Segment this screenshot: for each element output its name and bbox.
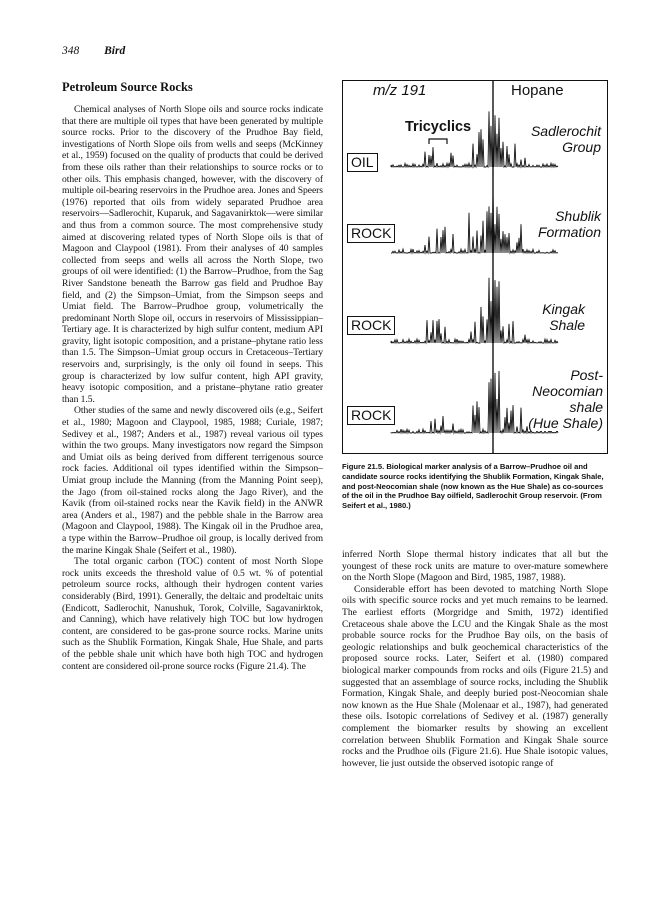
label-sadlerochit-group: Sadlerochit Group [530,123,601,155]
figure-caption: Figure 21.5. Biological marker analysis of a Barrow–Prudhoe oil and candidate source rocks identifying the Shublik Formation, Kingak Shale, and post-Neocomian shale (now known as the Hue Shale) as co-sources of the oil in the Prudhoe Bay oilfield, Sadlerochit Group reservoir. (From Seifert et al., 1980.) [342,462,604,511]
label-shublik-formation: Shublik Formation [537,208,601,240]
paragraph-3: The total organic carbon (TOC) content of most North Slope rock units exceeds the threshold value of 0.5 wt. % of potential petroleum source rocks, although their hydrogen content varies considerably (Bird, 1991). Generally, the deltaic and prodeltaic units (Endicott, Sadlerochit, Nanushuk, Torok, Colville, Sagavanirktok, and Canning), which have relatively high TOC but low hydrogen content, are considered to be gas-prone source rocks. Marine units such as the Shublik Formation, Kingak Shale, Hue Shale, and parts of the pebble shale unit which have both high TOC and hydrogen content are considered oil-prone source rocks (Figure 21.4). The [62,556,323,672]
right-column-text [342,549,608,769]
section-title: Petroleum Source Rocks [62,80,193,94]
left-column [62,80,323,672]
sample-type-rock-kingak: ROCK [347,316,395,335]
sample-type-rock-shublik: ROCK [347,224,395,243]
trace-kingak [391,275,558,343]
running-head-author: Bird [104,45,126,57]
paragraph-5: Considerable effort has been devoted to matching North Slope oils with specific source rocks and yet much remains to be learned. The earliest efforts (Morgridge and Smith, 1972) identified Cretaceous shale above the LCU and the Kingak Shale as the most probable source rocks for the Prudhoe Bay oils, on the basis of geologic relationships and bulk geochemical characteristics of the proposed source rocks. Later, Seifert et al. (1980) compared biological marker compounds from rocks and oils (Figure 21.5) and suggested that an assemblage of source rocks, including the Shublik Formation, Kingak Shale, and deeply buried post-Neocomian shale now known as the Hue Shale (Molenaar et al., 1987), had generated these oils. Isotopic correlations of Sedivey et al. (1987) generally complement the biomarker results by showing an excellent correlation between Shublik Formation and Kingak Shale source rocks and the Prudhoe oils (Figure 21.6). Hue Shale isotopic values, however, lie just outside the observed isotopic range of [342,583,608,769]
label-post-neocomian-shale: Post- Neocomian shale (Hue Shale) [528,367,603,431]
hopane-label: Hopane [511,82,564,99]
paragraph-2: Other studies of the same and newly discovered oils (e.g., Seifert et al., 1980; Magoon and Claypool, 1985, 1988; Curiale, 1987; Sedivey et al., 1987; Anders et al., 1987) reveal various oil types within the two groups. Many investigators now regard the Simpson and Umiat oils as being derived from different terrigenous source rock facies. Additional oil types identified within the Simpson–Umiat group include the Manning (from the Manning Point seep), the Jago (from oil-stained rocks along the Jago River), and the Kavik (from oil-stained rocks near the Kavik field) in the ANWR area (Anders et al., 1987) and the pebble shale in the Barrow area (Magoon and Claypool, 1988). The Kingak oil in the Prudhoe area, a type within the Barrow–Prudhoe oil group, is locally derived from the marine Kingak Shale (Seifert et al., 1980). [62,405,323,556]
page-number: 348 [62,45,80,57]
mz-191-label: m/z 191 [373,82,427,99]
right-column [342,80,608,769]
trace-shublik [391,193,558,253]
paragraph-1: Chemical analyses of North Slope oils and source rocks indicate that there are multiple oil types that have been generated by multiple source rocks. Prior to the discovery of the Prudhoe Bay field, investigations of North Slope oils from wells and seeps (McKinney et al., 1959) focused on the quality of products that could be derived from these oils rather than their relationships to source rocks or to other oils. This emphasis changed, however, with the discovery of multiple oil-bearing reservoirs in the Prudhoe area. Jones and Speers (1976) reported that oils from widely separated Prudhoe area reservoirs—Sadlerochit, Kuparuk, and Sagavanirktok—were similar and thus from a common source. The most comprehensive study aimed at discovering related types of North Slope oils is that of Magoon and Claypool (1981). From their analyses of 40 samples collected from seeps and wells all across the North Slope, two groups of oil were identified: (1) the Barrow–Prudhoe, from the Sag River Sandstone beneath the Barrow gas field and Prudhoe Bay field, and (2) the Simpson–Umiat, from the Simpson seeps and Umiat field. The Barrow–Prudhoe group, volumetrically the predominant North Slope oil, occurs in reservoirs of Mississippian–Tertiary age. It is characterized by high sulfur content, medium API gravity, light isotopic composition, and a pristane–phytane ratio less than 1.5. The Simpson–Umiat group occurs in Cretaceous–Tertiary reservoirs and, surprisingly, is the only oil found in seeps. This group is characterized by low sulfur content, high API gravity, heavy isotopic composition, and a pristane–phytane ratio greater than 1.5. [62,104,323,405]
sample-type-rock-hue: ROCK [347,406,395,425]
tricyclics-label: Tricyclics [405,119,472,135]
paragraph-4: inferred North Slope thermal history indicates that all but the youngest of these rock units are mature to over-mature somewhere on the North Slope (Magoon and Bird, 1985, 1987, 1988). [342,549,608,584]
sample-type-oil: OIL [347,153,378,172]
label-kingak-shale: Kingak Shale [542,301,585,333]
figure-21-5 [342,80,608,454]
tricyclics-bracket [429,139,447,144]
running-head [62,45,125,57]
